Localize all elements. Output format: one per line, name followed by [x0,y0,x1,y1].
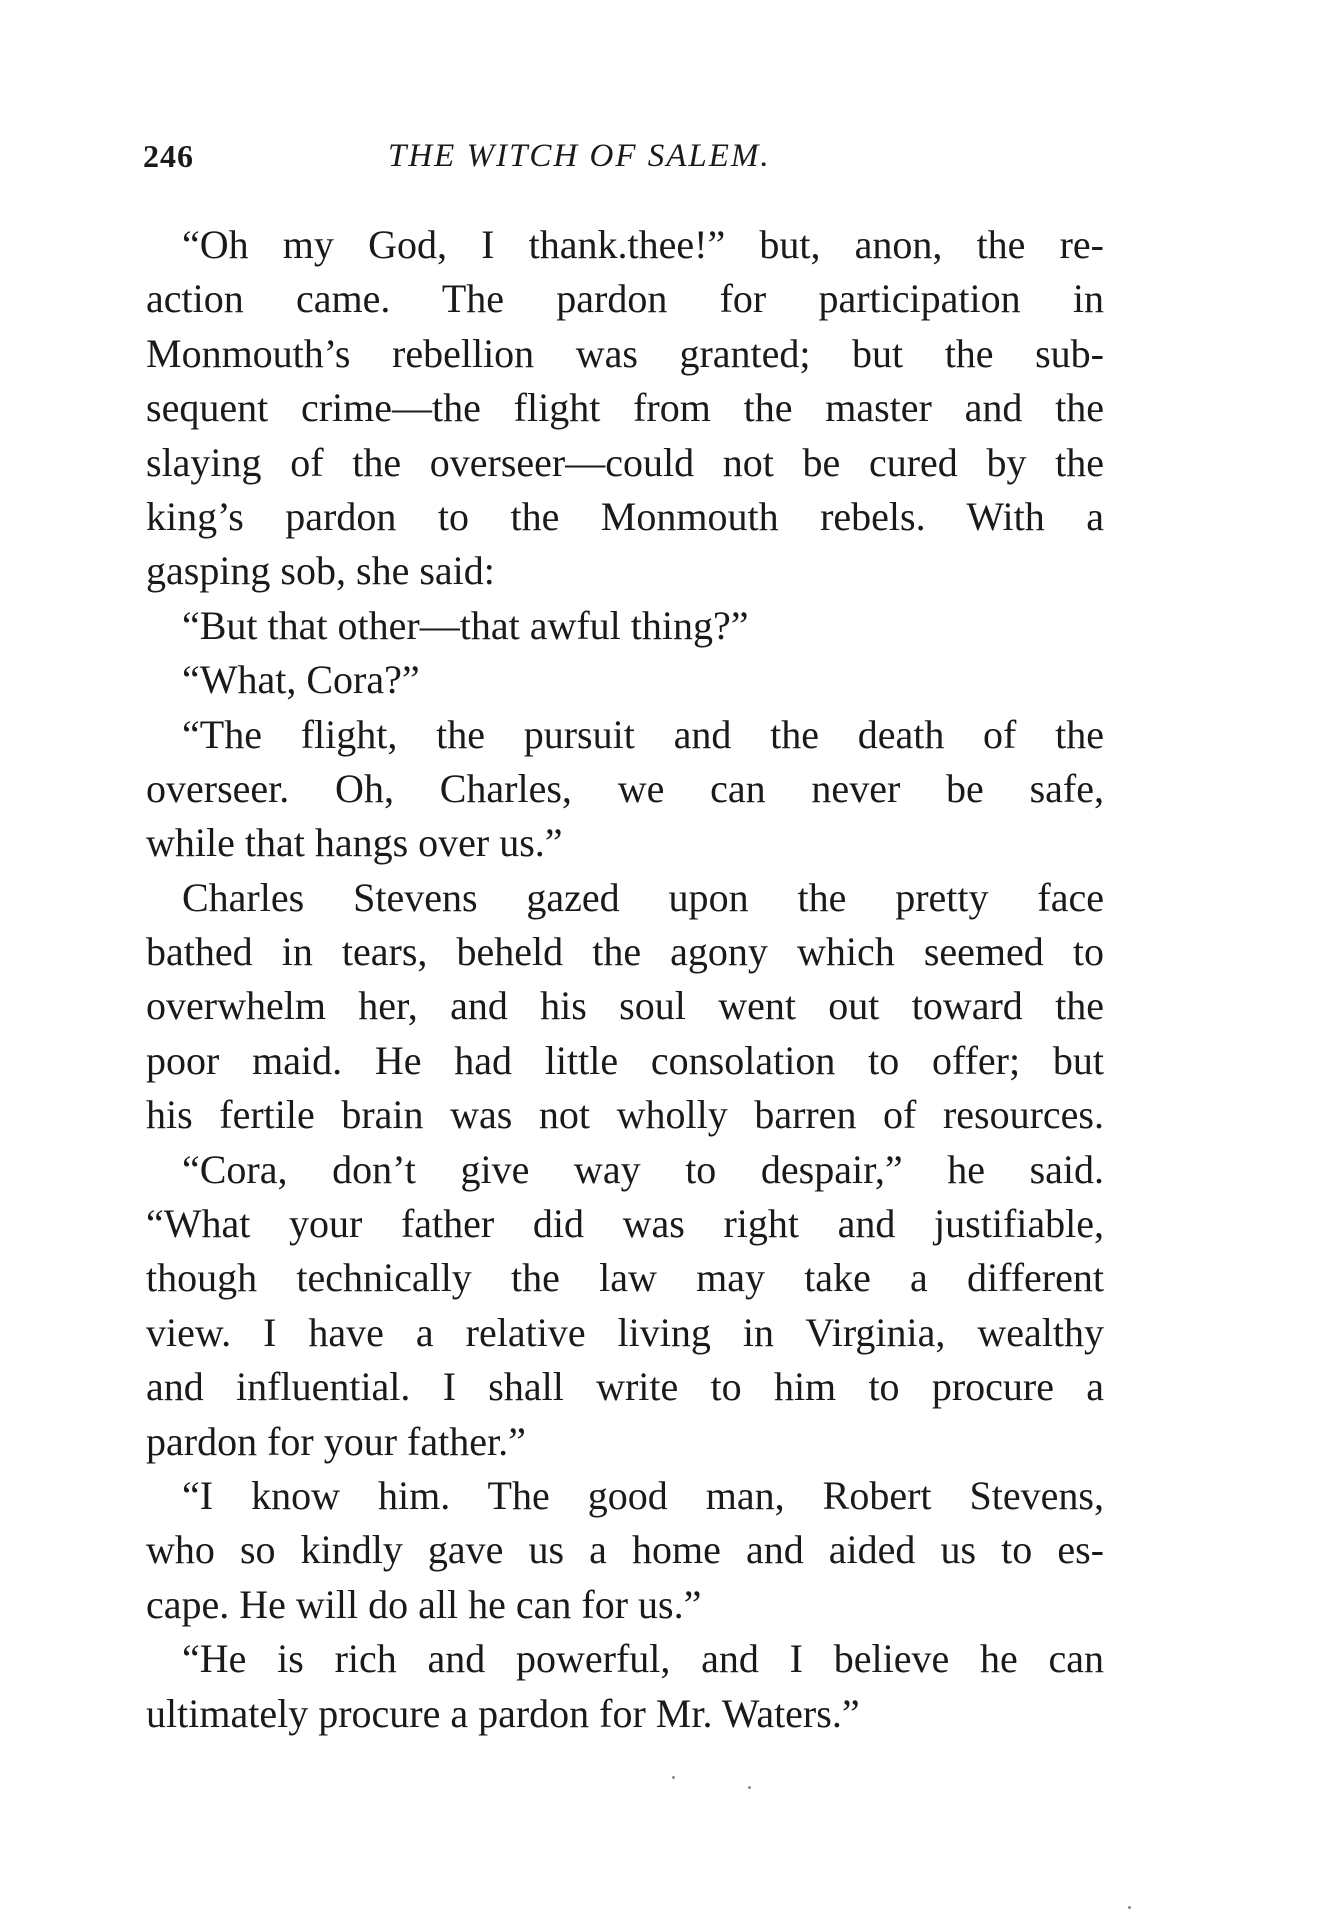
text-line: his fertile brain was not wholly barren of resources. [146,1092,1104,1138]
text-line: though technically the law may take a different [146,1255,1104,1301]
text-line: gasping sob, she said: [146,548,495,594]
text-line: “But that other—that awful thing?” [182,602,749,648]
text-line: king’s pardon to the Monmouth rebels. With a [146,493,1104,539]
paper-speck [672,1776,675,1779]
text-line: cape. He will do all he can for us.” [146,1581,702,1627]
text-line: while that hangs over us.” [146,820,563,866]
text-line: sequent crime—the flight from the master and the [146,385,1104,431]
page-header [143,138,1143,188]
paper-speck [748,1786,751,1789]
text-line: “The flight, the pursuit and the death of the [182,711,1104,757]
text-line: action came. The pardon for participation in [146,276,1104,322]
text-line: bathed in tears, beheld the agony which seemed to [146,929,1104,975]
text-line: “I know him. The good man, Robert Stevens, [182,1472,1104,1518]
text-line: ultimately procure a pardon for Mr. Waters.” [146,1690,860,1736]
text-line: Charles Stevens gazed upon the pretty face [182,874,1104,920]
text-line: overwhelm her, and his soul went out toward the [146,983,1104,1029]
text-line: Monmouth’s rebellion was granted; but the sub- [146,330,1104,376]
text-line: “What, Cora?” [182,657,420,703]
text-line: “Oh my God, I thank.thee!” but, anon, the re- [182,222,1104,267]
text-line: pardon for your father.” [146,1418,526,1464]
text-line: view. I have a relative living in Virginia, wealthy [146,1309,1104,1355]
text-line: and influential. I shall write to him to procure a [146,1364,1104,1410]
running-title: THE WITCH OF SALEM. [388,138,771,174]
text-line: overseer. Oh, Charles, we can never be safe, [146,765,1104,811]
text-line: “What your father did was right and justifiable, [146,1201,1104,1247]
paper-speck [1128,1906,1131,1909]
text-line: who so kindly gave us a home and aided us to es- [146,1527,1104,1573]
body-text [146,218,1104,1741]
text-line: slaying of the overseer—could not be cured by the [146,439,1104,485]
text-line: poor maid. He had little consolation to offer; but [146,1037,1104,1083]
text-line: “Cora, don’t give way to despair,” he said. [182,1146,1104,1192]
page-number: 246 [143,138,194,174]
text-line: “He is rich and powerful, and I believe he can [182,1636,1104,1682]
